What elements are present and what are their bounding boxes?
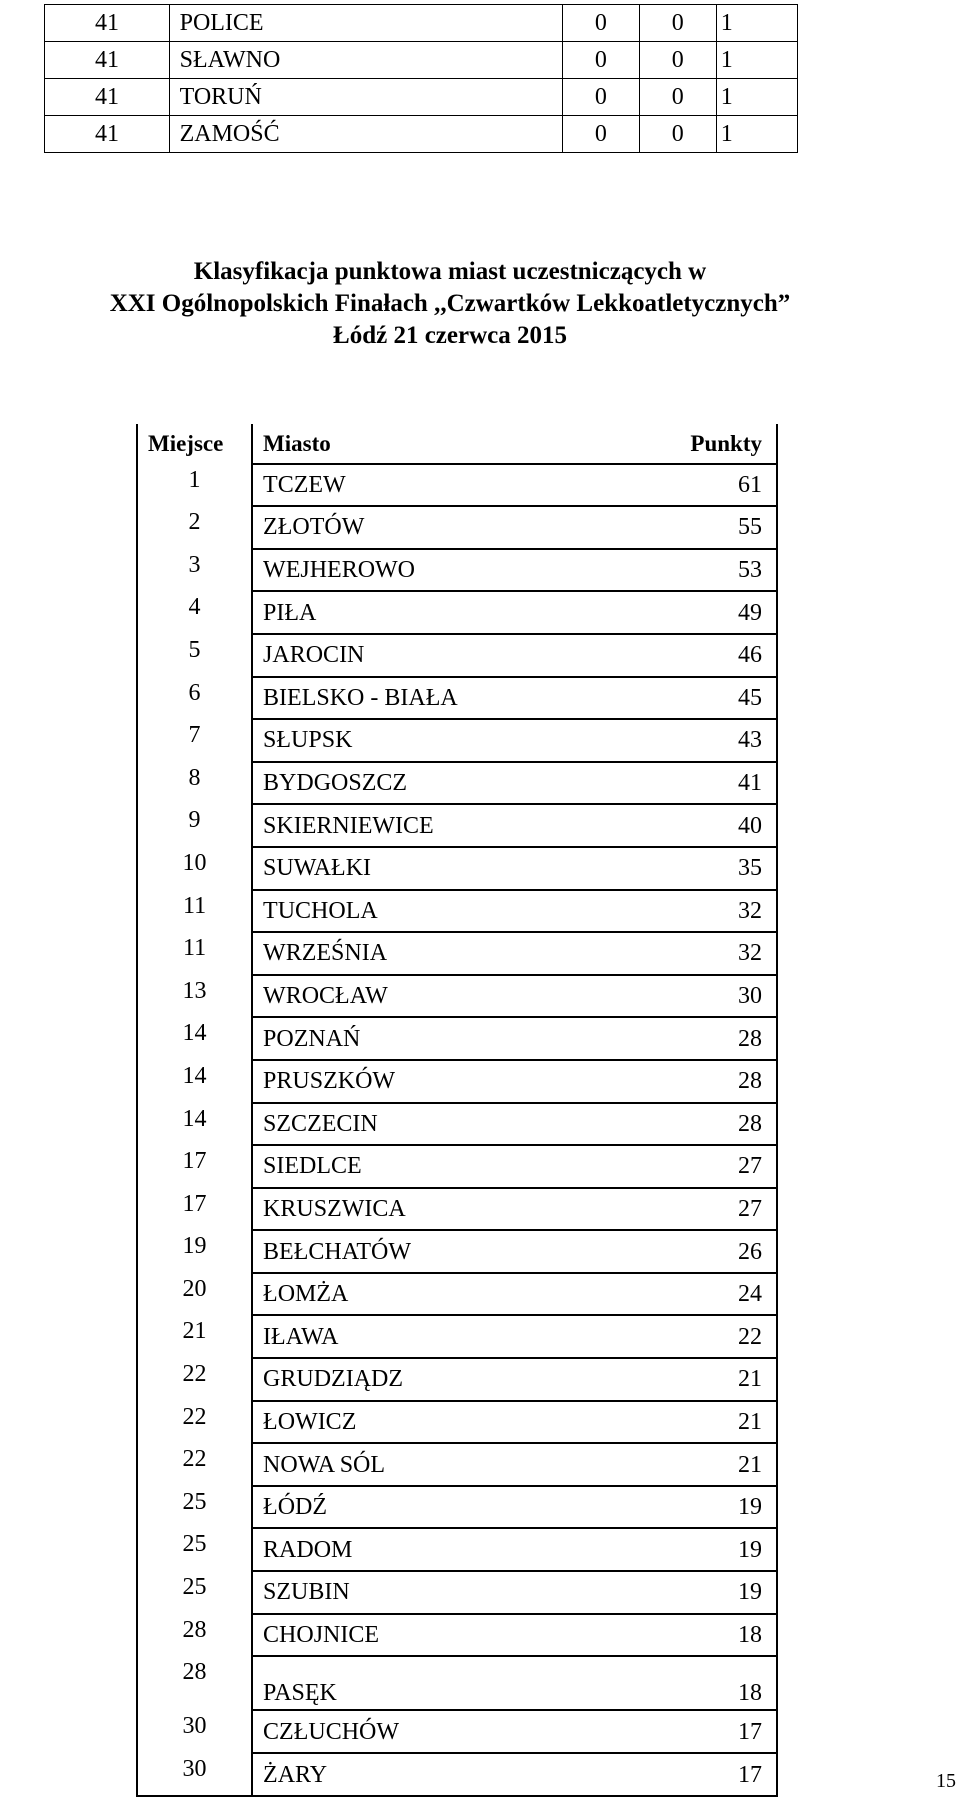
cell-value-1: 0 (562, 42, 639, 79)
table-row (137, 1273, 777, 1316)
table-row (137, 1188, 777, 1231)
cell-city: BIELSKO - BIAŁA (252, 677, 639, 720)
cell-place: 8 (137, 762, 252, 805)
cell-city: BEŁCHATÓW (252, 1230, 639, 1273)
cell-city: PRUSZKÓW (252, 1060, 639, 1103)
table-row (137, 549, 777, 592)
table-row (137, 634, 777, 677)
heading-line-2: XXI Ogólnopolskich Finałach ,,Czwartków Lekkoatletycznych” (109, 290, 791, 317)
cell-city: KRUSZWICA (252, 1188, 639, 1231)
cell-place: 14 (137, 1103, 252, 1146)
table-row (137, 932, 777, 975)
table-row (137, 1401, 777, 1444)
table-row (137, 1145, 777, 1188)
cell-city: POZNAŃ (252, 1017, 639, 1060)
cell-city: PIŁA (252, 591, 639, 634)
cell-place: 14 (137, 1017, 252, 1060)
cell-city: ŁOWICZ (252, 1401, 639, 1444)
cell-place: 25 (137, 1571, 252, 1614)
cell-points: 19 (639, 1486, 777, 1529)
city-ranking-table (136, 424, 778, 1797)
heading-line-3: Łódź 21 czerwca 2015 (333, 322, 567, 349)
cell-place: 1 (137, 464, 252, 507)
cell-value-2: 0 (639, 116, 716, 153)
table-row (137, 1571, 777, 1614)
heading-line-1: Klasyfikacja punktowa miast uczestniczących w (193, 258, 707, 285)
cell-city: WEJHEROWO (252, 549, 639, 592)
header-points: Punkty (639, 424, 777, 464)
cell-points: 35 (639, 847, 777, 890)
table-row (45, 5, 798, 42)
header-city: Miasto (252, 424, 639, 464)
cell-place: 22 (137, 1443, 252, 1486)
cell-city: TORUŃ (169, 79, 562, 116)
cell-city: BYDGOSZCZ (252, 762, 639, 805)
cell-points: 26 (639, 1230, 777, 1273)
table-row (137, 762, 777, 805)
cell-city: SZCZECIN (252, 1103, 639, 1146)
cell-city: SUWAŁKI (252, 847, 639, 890)
page-number: 15 (936, 1770, 956, 1792)
cell-points: 27 (639, 1145, 777, 1188)
cell-place: 14 (137, 1060, 252, 1103)
cell-points: 61 (639, 464, 777, 507)
cell-points: 19 (639, 1528, 777, 1571)
cell-points: 22 (639, 1315, 777, 1358)
table-row (137, 506, 777, 549)
cell-value-2: 0 (639, 5, 716, 42)
cell-points: 27 (639, 1188, 777, 1231)
cell-value-2: 0 (639, 79, 716, 116)
cell-place: 13 (137, 975, 252, 1018)
cell-city: IŁAWA (252, 1315, 639, 1358)
cell-value-1: 0 (562, 79, 639, 116)
table-row (137, 847, 777, 890)
cell-place: 11 (137, 890, 252, 933)
table-row (137, 1656, 777, 1710)
cell-value-1: 0 (562, 116, 639, 153)
cell-place: 28 (137, 1656, 252, 1710)
table-row (137, 591, 777, 634)
cell-place: 22 (137, 1358, 252, 1401)
cell-rank: 41 (45, 42, 170, 79)
cell-place: 17 (137, 1188, 252, 1231)
cell-points: 43 (639, 719, 777, 762)
cell-place: 22 (137, 1401, 252, 1444)
cell-place: 17 (137, 1145, 252, 1188)
cell-points: 46 (639, 634, 777, 677)
cell-city: SIEDLCE (252, 1145, 639, 1188)
table-row (137, 1315, 777, 1358)
table-row (137, 1753, 777, 1797)
table-row (137, 464, 777, 507)
table-row (137, 1528, 777, 1571)
header-row (137, 424, 777, 464)
cell-value-3: 1 (716, 42, 797, 79)
cell-city: CZŁUCHÓW (252, 1710, 639, 1753)
table-row (137, 1103, 777, 1146)
table-row (137, 1614, 777, 1657)
cell-points: 32 (639, 932, 777, 975)
cell-value-3: 1 (716, 79, 797, 116)
cell-city: ZŁOTÓW (252, 506, 639, 549)
cell-value-1: 0 (562, 5, 639, 42)
cell-city: CHOJNICE (252, 1614, 639, 1657)
table-row (137, 975, 777, 1018)
cell-city: SZUBIN (252, 1571, 639, 1614)
cell-place: 5 (137, 634, 252, 677)
cell-points: 28 (639, 1060, 777, 1103)
table-row (137, 1230, 777, 1273)
cell-points: 18 (639, 1656, 777, 1710)
cell-points: 28 (639, 1103, 777, 1146)
cell-place: 19 (137, 1230, 252, 1273)
cell-city: PASĘK (252, 1656, 639, 1710)
table-row (137, 1017, 777, 1060)
cell-points: 19 (639, 1571, 777, 1614)
cell-city: JAROCIN (252, 634, 639, 677)
table-row (137, 1486, 777, 1529)
cell-rank: 41 (45, 79, 170, 116)
ranking-heading (0, 256, 900, 352)
cell-city: ZAMOŚĆ (169, 116, 562, 153)
cell-points: 21 (639, 1358, 777, 1401)
cell-place: 30 (137, 1753, 252, 1797)
cell-city: POLICE (169, 5, 562, 42)
cell-place: 3 (137, 549, 252, 592)
cell-points: 17 (639, 1753, 777, 1797)
cell-value-3: 1 (716, 116, 797, 153)
table-row (137, 677, 777, 720)
cell-points: 21 (639, 1443, 777, 1486)
cell-city: GRUDZIĄDZ (252, 1358, 639, 1401)
cell-city: SŁUPSK (252, 719, 639, 762)
cell-place: 25 (137, 1528, 252, 1571)
table-row (137, 804, 777, 847)
cell-city: SŁAWNO (169, 42, 562, 79)
cell-city: NOWA SÓL (252, 1443, 639, 1486)
cell-city: TCZEW (252, 464, 639, 507)
cell-points: 30 (639, 975, 777, 1018)
cell-points: 40 (639, 804, 777, 847)
cell-points: 32 (639, 890, 777, 933)
cell-city: WROCŁAW (252, 975, 639, 1018)
cell-city: RADOM (252, 1528, 639, 1571)
cell-points: 49 (639, 591, 777, 634)
cell-points: 28 (639, 1017, 777, 1060)
previous-results-body (45, 5, 798, 153)
cell-place: 20 (137, 1273, 252, 1316)
cell-city: WRZEŚNIA (252, 932, 639, 975)
cell-points: 41 (639, 762, 777, 805)
table-row (45, 79, 798, 116)
cell-value-3: 1 (716, 5, 797, 42)
cell-place: 7 (137, 719, 252, 762)
cell-points: 24 (639, 1273, 777, 1316)
cell-city: ŁÓDŹ (252, 1486, 639, 1529)
table-row (137, 1443, 777, 1486)
table-row (137, 890, 777, 933)
cell-city: TUCHOLA (252, 890, 639, 933)
cell-points: 17 (639, 1710, 777, 1753)
cell-place: 9 (137, 804, 252, 847)
cell-place: 4 (137, 591, 252, 634)
cell-points: 18 (639, 1614, 777, 1657)
ranking-body (137, 464, 777, 1797)
cell-place: 10 (137, 847, 252, 890)
cell-place: 25 (137, 1486, 252, 1529)
cell-place: 30 (137, 1710, 252, 1753)
cell-rank: 41 (45, 116, 170, 153)
cell-points: 45 (639, 677, 777, 720)
cell-place: 2 (137, 506, 252, 549)
cell-rank: 41 (45, 5, 170, 42)
cell-points: 55 (639, 506, 777, 549)
table-row (137, 1358, 777, 1401)
table-row (137, 1060, 777, 1103)
cell-place: 21 (137, 1315, 252, 1358)
table-row (137, 719, 777, 762)
cell-city: ŻARY (252, 1753, 639, 1797)
cell-city: SKIERNIEWICE (252, 804, 639, 847)
cell-city: ŁOMŻA (252, 1273, 639, 1316)
cell-value-2: 0 (639, 42, 716, 79)
header-place: Miejsce (137, 424, 252, 464)
table-row (45, 116, 798, 153)
cell-points: 21 (639, 1401, 777, 1444)
previous-results-table (44, 4, 798, 153)
cell-points: 53 (639, 549, 777, 592)
table-row (45, 42, 798, 79)
cell-place: 11 (137, 932, 252, 975)
cell-place: 28 (137, 1614, 252, 1657)
table-row (137, 1710, 777, 1753)
cell-place: 6 (137, 677, 252, 720)
